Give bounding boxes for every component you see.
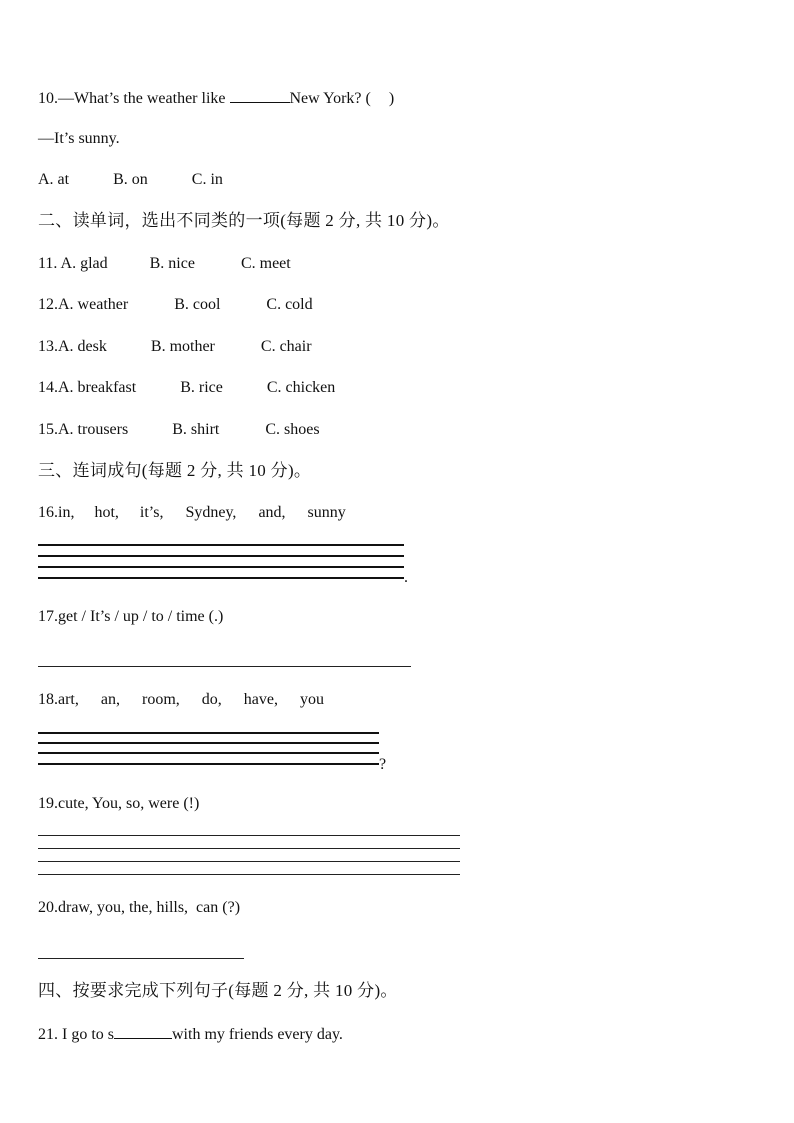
word: you [299, 691, 324, 708]
answer-line[interactable] [38, 752, 379, 754]
question-number: 20. [38, 899, 58, 916]
question-12 [38, 295, 313, 315]
end-punctuation: ? [379, 756, 387, 773]
question-18 [38, 690, 324, 710]
answer-line[interactable] [38, 835, 460, 836]
answer-line[interactable] [38, 544, 404, 546]
question-number: 17. [38, 608, 58, 625]
question-20 [38, 898, 240, 918]
answer-line[interactable] [38, 848, 460, 849]
option-c: C. shoes [265, 421, 320, 438]
question-text: New York? ( [289, 90, 371, 107]
option-b: B. nice [149, 255, 195, 272]
dash: — [58, 90, 74, 107]
option-a: A. breakfast [58, 379, 137, 396]
option-c: C. chair [260, 338, 312, 355]
section-title-3: 三、连词成句(每题 2 分, 共 10 分)。 [38, 461, 312, 480]
question-number: 16. [38, 504, 58, 521]
question-number: 14. [38, 379, 58, 396]
answer-line[interactable] [38, 732, 379, 734]
question-number: 12. [38, 296, 58, 313]
question-text: cute, You, so, were (!) [58, 795, 200, 812]
question-text: ) [388, 90, 395, 107]
answer-line[interactable] [38, 577, 404, 579]
answer-line[interactable] [38, 555, 404, 557]
word: it’s, [139, 504, 164, 521]
question-text: I go to s [58, 1026, 114, 1043]
option-a: A. weather [58, 296, 129, 313]
question-14 [38, 378, 335, 398]
option-b: B. cool [174, 296, 221, 313]
section-title-4: 四、按要求完成下列句子(每题 2 分, 共 10 分)。 [38, 981, 398, 1000]
answer-line[interactable] [38, 874, 460, 875]
answer-line[interactable] [38, 742, 379, 744]
question-text: get / It’s / up / to / time (.) [58, 608, 224, 625]
question-11 [38, 254, 291, 274]
word: sunny [307, 504, 346, 521]
answer-line[interactable] [38, 861, 460, 862]
option-c: C. chicken [266, 379, 336, 396]
question-number: 19. [38, 795, 58, 812]
answer-line[interactable] [38, 666, 411, 667]
word: an, [100, 691, 120, 708]
option-b: B. mother [150, 338, 215, 355]
option-a: A. glad [57, 255, 108, 272]
question-16 [38, 503, 346, 523]
option-a: A. trousers [58, 421, 129, 438]
answer-line[interactable] [38, 566, 404, 568]
question-text: What’s the weather like [74, 90, 230, 107]
option-b: B. rice [180, 379, 223, 396]
word: and, [258, 504, 286, 521]
word: do, [201, 691, 222, 708]
section-title-2: 二、读单词，选出不同类的一项(每题 2 分, 共 10 分)。 [38, 211, 450, 230]
question-21 [38, 1023, 343, 1045]
option-c: C. meet [240, 255, 291, 272]
options-10 [38, 170, 223, 190]
reply-line: —It’s sunny. [38, 130, 120, 147]
answer-line[interactable] [38, 958, 244, 959]
word: in, [58, 504, 75, 521]
end-punctuation: . [404, 569, 408, 586]
word: room, [141, 691, 180, 708]
option-a: A. at [38, 171, 70, 188]
word: hot, [94, 504, 119, 521]
question-19 [38, 794, 199, 814]
question-number: 11. [38, 255, 58, 272]
option-c: C. cold [266, 296, 313, 313]
question-text: with my friends every day. [172, 1026, 343, 1043]
question-text: draw, you, the, hills, can (?) [58, 899, 241, 916]
question-13 [38, 337, 312, 357]
word: Sydney, [185, 504, 237, 521]
question-15 [38, 420, 320, 440]
question-number: 21. [38, 1026, 58, 1043]
answer-blank[interactable] [230, 87, 290, 103]
option-a: A. desk [58, 338, 107, 355]
question-number: 13. [38, 338, 58, 355]
question-10 [38, 87, 394, 109]
question-17 [38, 607, 223, 627]
answer-blank[interactable] [114, 1023, 172, 1039]
question-number: 15. [38, 421, 58, 438]
word: have, [243, 691, 278, 708]
answer-line[interactable] [38, 763, 379, 765]
option-b: B. on [113, 171, 148, 188]
option-b: B. shirt [172, 421, 220, 438]
question-number: 18. [38, 691, 58, 708]
question-number: 10. [38, 90, 58, 107]
option-c: C. in [191, 171, 223, 188]
word: art, [58, 691, 79, 708]
